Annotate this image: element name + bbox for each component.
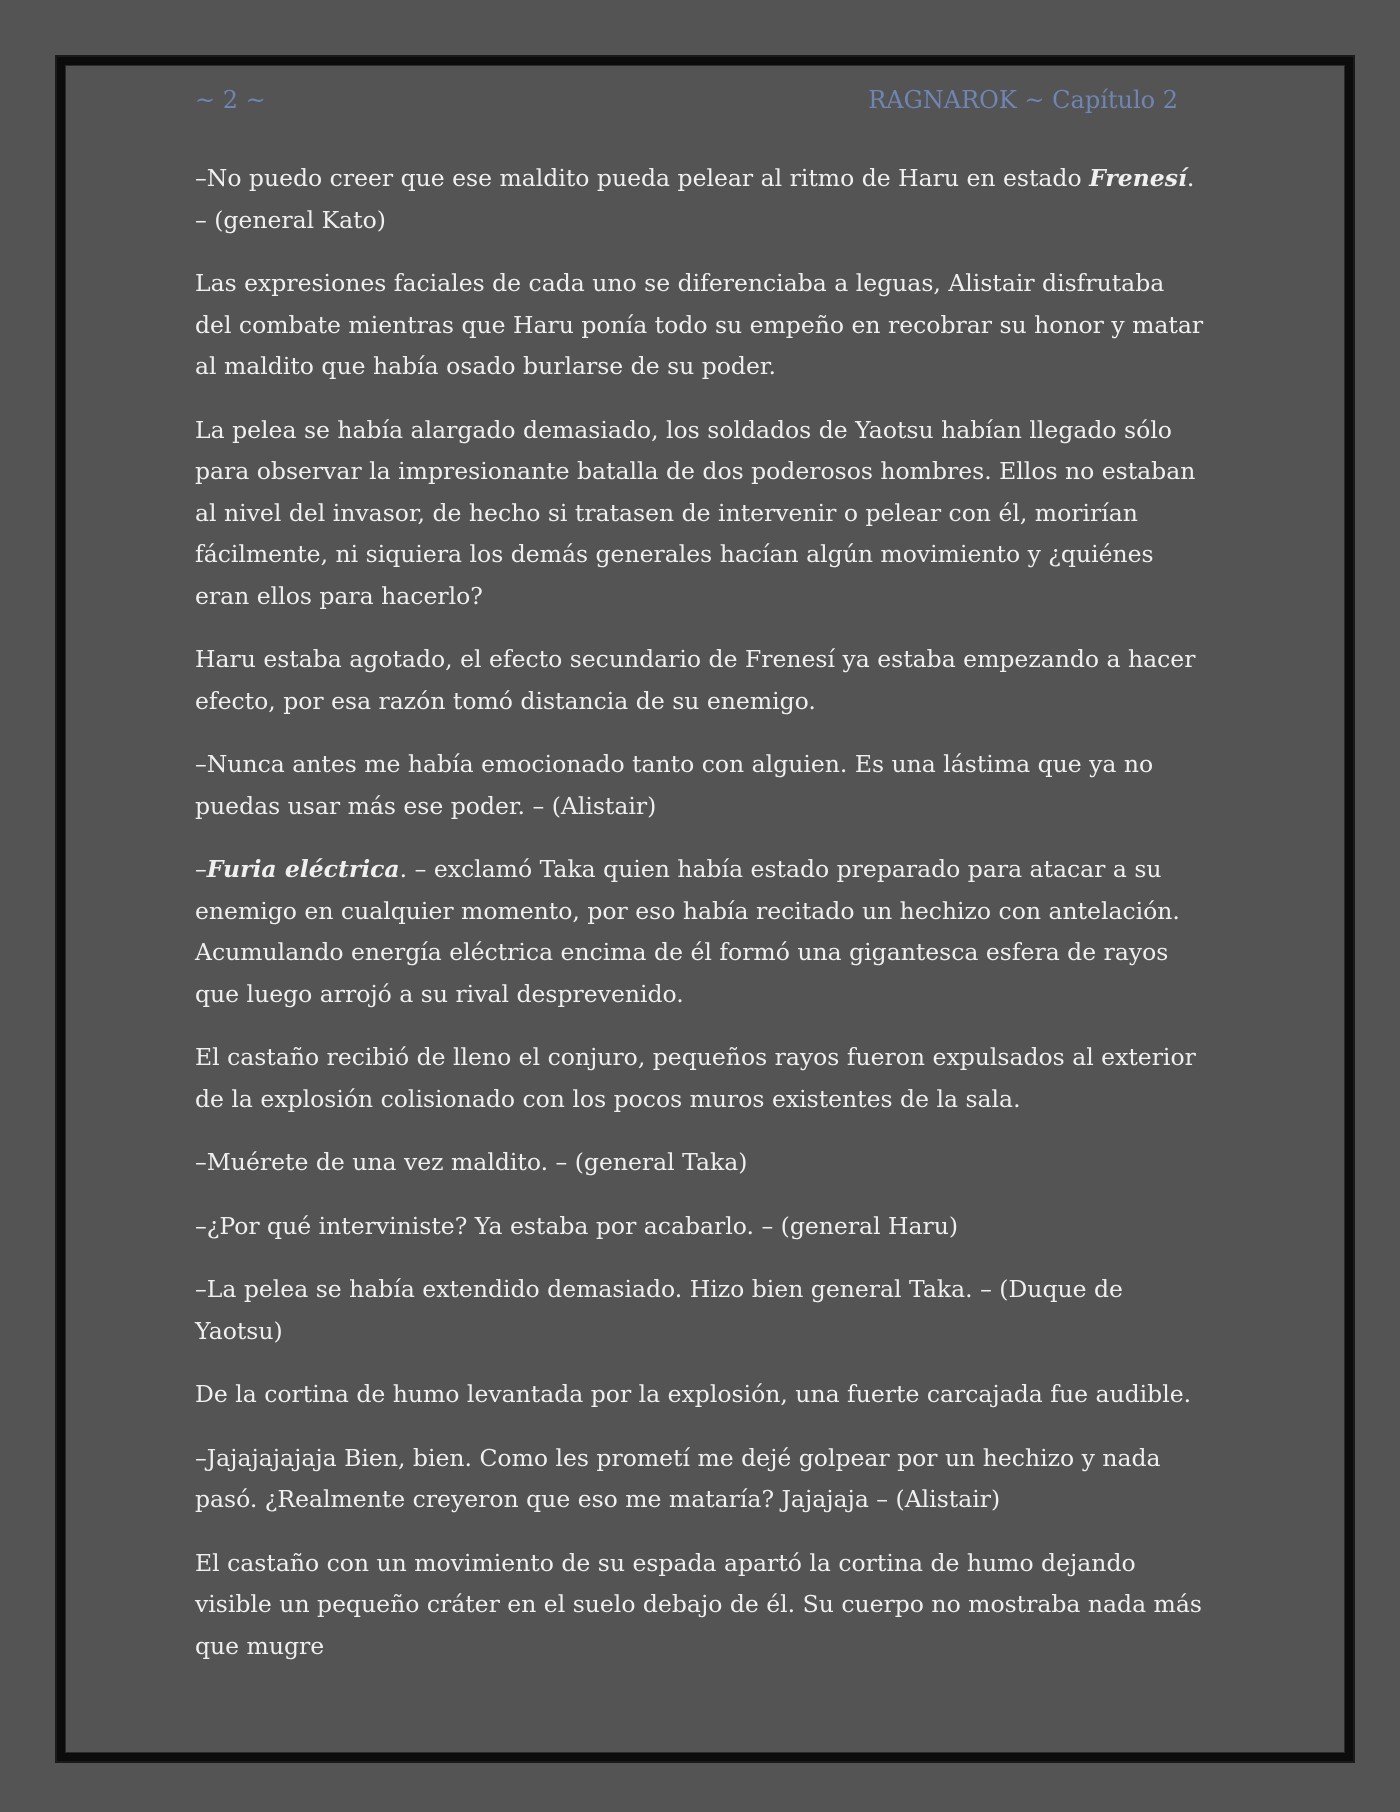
paragraph-12: –Jajajajajaja Bien, bien. Como les prometí me dejé golpear por un hechizo y nada pasó. ¿Realmente creyeron que eso me mataría? Jajajaja – (Alistair)	[195, 1443, 1161, 1513]
paragraph-9: –¿Por qué interviniste? Ya estaba por acabarlo. – (general Haru)	[195, 1211, 959, 1240]
paragraph-2: Las expresiones faciales de cada uno se diferenciaba a leguas, Alistair disfrutaba del combate mientras que Haru ponía todo su empeño en recobrar su honor y matar al maldito que había osado burlarse de su poder.	[195, 269, 1204, 380]
paragraph-4: Haru estaba agotado, el efecto secundario de Frenesí ya estaba empezando a hacer efecto, por esa razón tomó distancia de su enemigo.	[195, 645, 1196, 715]
emphasis-frenesi: Frenesí	[1089, 164, 1187, 192]
body-text	[195, 158, 1205, 1689]
running-title: RAGNAROK ~ Capítulo 2	[868, 86, 1178, 114]
paragraph-8: –Muérete de una vez maldito. – (general Taka)	[195, 1148, 748, 1176]
paragraph-13: El castaño con un movimiento de su espada apartó la cortina de humo dejando visible un pequeño cráter en el suelo debajo de él. Su cuerpo no mostraba nada más que mugre	[195, 1548, 1202, 1660]
paragraph-7: El castaño recibió de lleno el conjuro, pequeños rayos fueron expulsados al exterior de la explosión colisionado con los pocos muros existentes de la sala.	[195, 1043, 1196, 1113]
paragraph-10: –La pelea se había extendido demasiado. Hizo bien general Taka. – (Duque de Yaotsu)	[195, 1275, 1123, 1345]
paragraph-3: La pelea se había alargado demasiado, los soldados de Yaotsu habían llegado sólo para observar la impresionante batalla de dos poderosos hombres. Ellos no estaban al nivel del invasor, de hecho si tratasen de intervenir o pelear con él, morirían fácilmente, ni siquiera los demás generales hacían algún movimiento y ¿quiénes eran ellos para hacerlo?	[195, 415, 1196, 610]
paragraph-11: De la cortina de humo levantada por la explosión, una fuerte carcajada fue audible.	[195, 1380, 1192, 1408]
paragraph-5: –Nunca antes me había emocionado tanto con alguien. Es una lástima que ya no puedas usar más ese poder. – (Alistair)	[195, 750, 1154, 820]
paragraph-6: –Furia eléctrica. – exclamó Taka quien había estado preparado para atacar a su enemigo en cualquier momento, por eso había recitado un hechizo con antelación. Acumulando energía eléctrica encima de él formó una gigantesca esfera de rayos que luego arrojó a su rival desprevenido.	[195, 855, 1180, 1008]
page-header	[195, 80, 1178, 120]
page-number: ~ 2 ~	[195, 86, 266, 114]
paragraph-1: –No puedo creer que ese maldito pueda pelear al ritmo de Haru en estado Frenesí. – (general Kato)	[195, 164, 1195, 234]
emphasis-furia-electrica: Furia eléctrica	[206, 855, 400, 883]
